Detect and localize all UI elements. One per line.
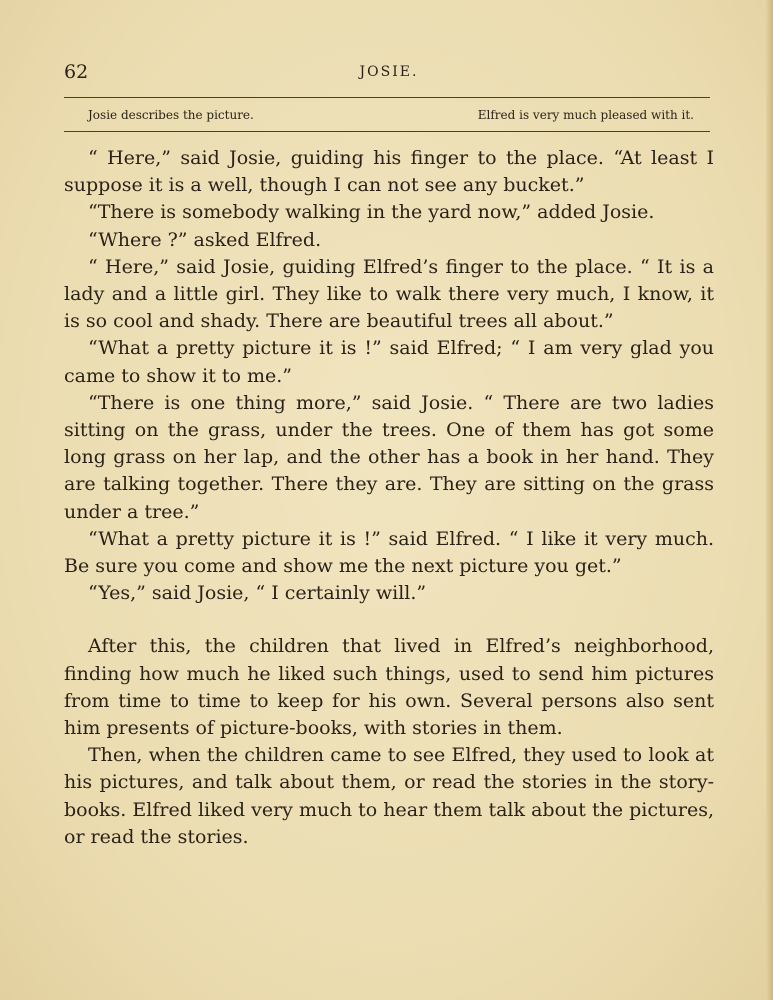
sidenote-bar — [88, 108, 694, 126]
header-rule-bottom — [64, 131, 710, 132]
sidenote-right: Elfred is very much pleased with it. — [477, 108, 694, 122]
header-rule-top — [64, 97, 710, 98]
paragraph: “What a pretty picture it is !” said Elfred. “ I like it very much. Be sure you come and show me the next picture you get.” — [64, 527, 714, 578]
body-text — [64, 145, 714, 851]
running-title: JOSIE. — [359, 64, 419, 80]
paragraph: “There is one thing more,” said Josie. “ There are two ladies sitting on the grass, under the trees. One of them has got some long grass on her lap, and the other has a book in her hand. They are talking together. There they are. They are sitting on the grass under a tree.” — [64, 391, 714, 523]
paragraph: “ Here,” said Josie, guiding his finger to the place. “At least I suppose it is a well, though I can not see any bucket.” — [64, 147, 714, 197]
paragraph: After this, the children that lived in Elfred’s neighborhood, finding how much he liked such things, used to send him pictures from time to time to keep for his own. Several persons also sent him presents of picture-books, with stories in them. — [64, 635, 714, 740]
paragraph: “Yes,” said Josie, “ I certainly will.” — [88, 582, 427, 605]
paragraph: “Where ?” asked Elfred. — [88, 228, 322, 251]
paragraph: “ Here,” said Josie, guiding Elfred’s finger to the place. “ It is a lady and a little girl. They like to walk there very much, I know, it is so cool and shady. There are beautiful trees all about.” — [64, 255, 714, 333]
paragraph: “There is somebody walking in the yard now,” added Josie. — [88, 201, 655, 224]
page-header — [64, 61, 714, 85]
paragraph: Then, when the children came to see Elfred, they used to look at his pictures, and talk about them, or read the stories in the story-books. Elfred liked very much to hear them talk about the pictures, or read the stories. — [64, 744, 714, 848]
page-edge — [766, 0, 773, 1000]
page-number: 62 — [64, 61, 89, 83]
sidenote-left: Josie describes the picture. — [88, 108, 254, 122]
paragraph: “What a pretty picture it is !” said Elfred; “ I am very glad you came to show it to me.” — [64, 337, 714, 387]
